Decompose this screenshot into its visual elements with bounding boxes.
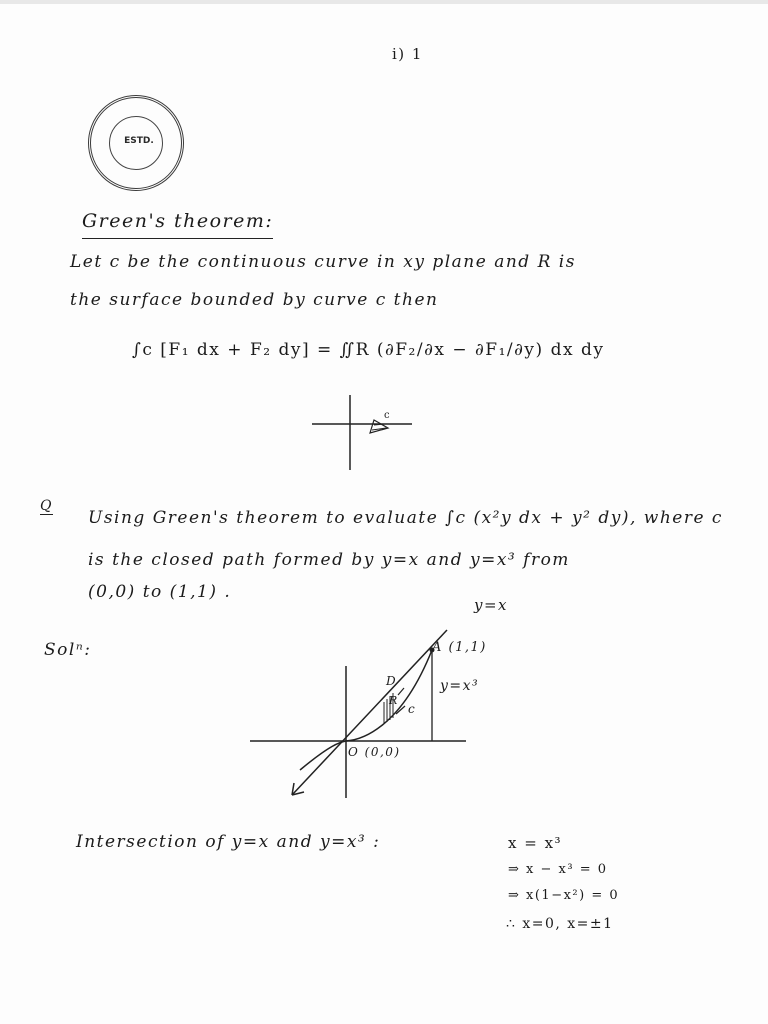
graph-label-c: c (408, 702, 417, 716)
solution-label: Solⁿ: (44, 640, 92, 660)
graph-label-line: y=x (474, 596, 509, 614)
intersection-step-3: ⇒ x(1−x²) = 0 (508, 888, 620, 903)
section-title: Green's theorem: (82, 210, 273, 239)
intersection-step-2: ⇒ x − x³ = 0 (508, 862, 608, 877)
seal-text: ESTD. (124, 136, 154, 146)
statement-line-2: the surface bounded by curve c then (70, 290, 439, 310)
page-number: ⅰ) 1 (392, 45, 423, 63)
question-line-2: is the closed path formed by y=x and y=x³ from (88, 550, 570, 570)
graph-line-y-equals-x (292, 630, 447, 795)
graph-label-o: O (0,0) (348, 745, 401, 759)
question-line-1: Using Green's theorem to evaluate ∫c (x²y dx + y² dy), where c (88, 508, 723, 528)
graph-label-a: A (1,1) (432, 640, 487, 655)
question-line-3: (0,0) to (1,1) . (88, 582, 232, 602)
graph-label-r: R (389, 694, 399, 707)
statement-line-1: Let c be the continuous curve in xy plane and R is (70, 252, 576, 272)
graph-label-d: D (386, 674, 398, 688)
greens-formula: ∫c [F₁ dx + F₂ dy] = ∬R (∂F₂/∂x − ∂F₁/∂y) dx dy (132, 340, 605, 360)
question-marker: Q (40, 498, 53, 514)
intersection-lead: Intersection of y=x and y=x³ : (76, 832, 381, 852)
intersection-step-1: x = x³ (508, 834, 563, 852)
graph-label-curve: y=x³ (440, 678, 480, 694)
sketch-label: c (384, 410, 392, 421)
intersection-step-4: ∴ x=0, x=±1 (506, 916, 614, 932)
